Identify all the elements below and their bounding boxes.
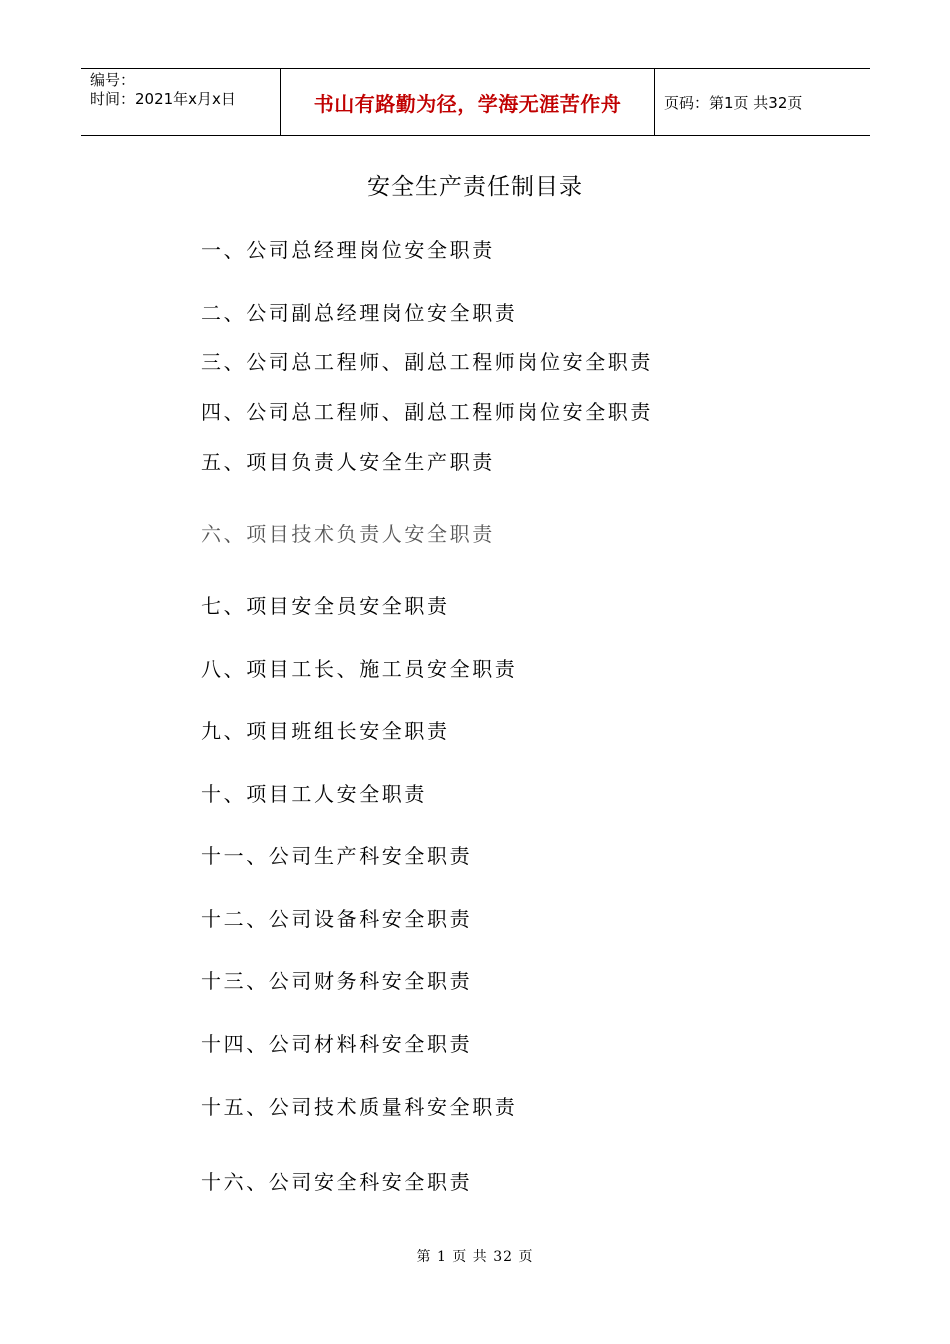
toc-item: 五、项目负责人安全生产职责 (201, 450, 495, 474)
header-page-cell (655, 69, 870, 135)
page-title: 安全生产责任制目录 (367, 174, 583, 200)
toc-item: 十一、公司生产科安全职责 (201, 844, 473, 868)
toc-item: 四、公司总工程师、副总工程师岗位安全职责 (201, 400, 653, 424)
header-table (81, 68, 870, 136)
toc-item: 十、项目工人安全职责 (201, 782, 427, 806)
toc-item: 六、项目技术负责人安全职责 (201, 522, 495, 546)
toc-item: 三、公司总工程师、副总工程师岗位安全职责 (201, 350, 653, 374)
toc-item: 十二、公司设备科安全职责 (201, 907, 473, 931)
toc-item: 十五、公司技术质量科安全职责 (201, 1095, 518, 1119)
number-label: 编号： (90, 71, 136, 89)
toc-item: 十四、公司材料科安全职责 (201, 1032, 473, 1056)
toc-item: 一、公司总经理岗位安全职责 (201, 238, 495, 262)
toc-item: 九、项目班组长安全职责 (201, 719, 450, 743)
toc-item: 八、项目工长、施工员安全职责 (201, 657, 518, 681)
toc-item: 二、公司副总经理岗位安全职责 (201, 301, 518, 325)
page-info: 页码：第1页 共32页 (664, 93, 803, 112)
toc-item: 十六、公司安全科安全职责 (201, 1170, 473, 1194)
toc-item: 七、项目安全员安全职责 (201, 594, 450, 618)
header-info-cell (81, 69, 281, 135)
time-label: 时间：2021年x月x日 (90, 90, 236, 108)
page-footer: 第 1 页 共 32 页 (416, 1249, 534, 1265)
header-motto-cell (281, 69, 655, 135)
toc-item: 十三、公司财务科安全职责 (201, 969, 473, 993)
motto: 书山有路勤为径，学海无涯苦作舟 (313, 91, 622, 116)
